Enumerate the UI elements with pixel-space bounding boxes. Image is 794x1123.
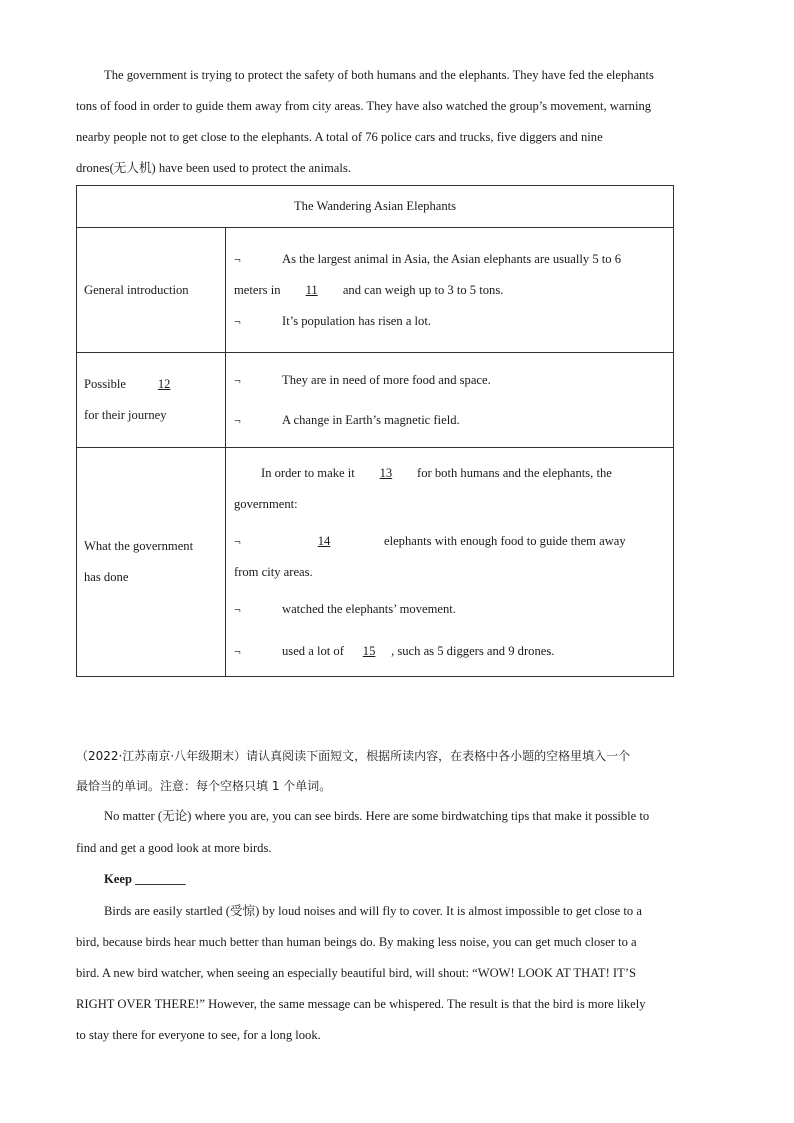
text-fragment: used a lot of <box>282 643 348 658</box>
bullet-icon: ¬ <box>234 643 241 658</box>
text-fragment: Possible <box>84 377 130 391</box>
blank-14[interactable]: 14 <box>317 533 331 548</box>
text-fragment: elephants with enough food to guide them away <box>384 533 626 548</box>
p1-line-1: No matter (无论) where you are, you can see birds. Here are some birdwatching tips that make it possible to <box>104 809 650 823</box>
bullet-icon: ¬ <box>234 313 241 328</box>
bullet-icon: ¬ <box>234 533 241 548</box>
blank-12[interactable]: 12 <box>157 377 171 391</box>
row-content-general <box>226 228 674 353</box>
table-row <box>77 448 674 677</box>
blank-13[interactable]: 13 <box>379 465 393 480</box>
bullet-text: As the largest animal in Asia, the Asian elephants are usually 5 to 6 <box>282 251 622 266</box>
p2-line-2: bird, because birds hear much better than human beings do. By making less noise, you can get much closer to a <box>76 935 637 949</box>
row-content-reasons <box>226 353 674 448</box>
row-content-government <box>226 448 674 677</box>
bullet-icon: ¬ <box>234 251 241 266</box>
bullet-line <box>234 244 665 275</box>
bullet-line <box>234 360 665 400</box>
text-fragment: and can weigh up to 3 to 5 tons. <box>339 282 504 297</box>
bullet-text: It’s population has risen a lot. <box>282 313 432 328</box>
bullet-text <box>282 636 665 667</box>
table-row <box>77 228 674 353</box>
blank-15[interactable]: 15 <box>362 643 376 658</box>
bullet-text <box>282 526 665 557</box>
table-title: The Wandering Asian Elephants <box>77 186 674 228</box>
p1-line-2: find and get a good look at more birds. <box>76 841 272 855</box>
text-fragment: for both humans and the elephants, the <box>413 465 612 480</box>
text-fragment: , such as 5 diggers and 9 drones. <box>391 643 555 658</box>
content-line: government: <box>234 496 298 511</box>
bullet-text: watched the elephants’ movement. <box>282 601 456 616</box>
bullet-line <box>234 594 665 625</box>
p2-line-4: RIGHT OVER THERE!” However, the same message can be whispered. The result is that the bird is more likely <box>76 997 646 1011</box>
p2-line-3: bird. A new bird watcher, when seeing an especially beautiful bird, will shout: “WOW! LOOK AT THAT! IT’S <box>76 966 637 980</box>
bullet-text: They are in need of more food and space. <box>282 373 491 387</box>
bullet-line <box>234 306 665 337</box>
content-line <box>234 458 665 489</box>
source-line-1: （2022·江苏南京·八年级期末）请认真阅读下面短文，根据所读内容，在表格中各小题的空格里填入一个 <box>76 749 631 763</box>
bullet-line <box>234 400 665 440</box>
bullet-icon: ¬ <box>234 601 241 616</box>
row-label-government <box>77 448 226 677</box>
intro-line-4: drones(无人机) have been used to protect the animals. <box>76 161 351 175</box>
bullet-line <box>234 636 665 667</box>
elephants-table <box>76 185 674 677</box>
continuation-line: from city areas. <box>234 564 313 579</box>
p2-line-1: Birds are easily startled (受惊) by loud noises and will fly to cover. It is almost impossible to get close to a <box>104 904 642 918</box>
continuation-line <box>234 275 665 306</box>
bullet-text: A change in Earth’s magnetic field. <box>282 413 460 427</box>
intro-line-1: The government is trying to protect the safety of both humans and the elephants. They have fed the elephants <box>104 68 654 82</box>
intro-line-2: tons of food in order to guide them away from city areas. They have also watched the group’s movement, warning <box>76 99 652 113</box>
text-fragment: In order to make it <box>261 465 358 480</box>
text-fragment: What the government <box>84 539 194 553</box>
row-label-general: General introduction <box>77 228 226 353</box>
text-fragment: for their journey <box>84 408 167 422</box>
intro-line-3: nearby people not to get close to the elephants. A total of 76 police cars and trucks, five diggers and nine <box>76 130 603 144</box>
blank-11[interactable]: 11 <box>305 282 318 297</box>
table-row <box>77 353 674 448</box>
bullet-line <box>234 526 665 557</box>
bullet-icon: ¬ <box>234 373 241 387</box>
table-title-row <box>77 186 674 228</box>
text-fragment: has done <box>84 570 129 584</box>
section-heading: Keep ________ <box>104 872 186 886</box>
bullet-icon: ¬ <box>234 413 241 427</box>
source-line-2: 最恰当的单词。注意：每个空格只填 1 个单词。 <box>76 779 332 793</box>
text-fragment: meters in <box>234 282 284 297</box>
p2-line-5: to stay there for everyone to see, for a long look. <box>76 1028 321 1042</box>
row-label-reasons <box>77 353 226 448</box>
